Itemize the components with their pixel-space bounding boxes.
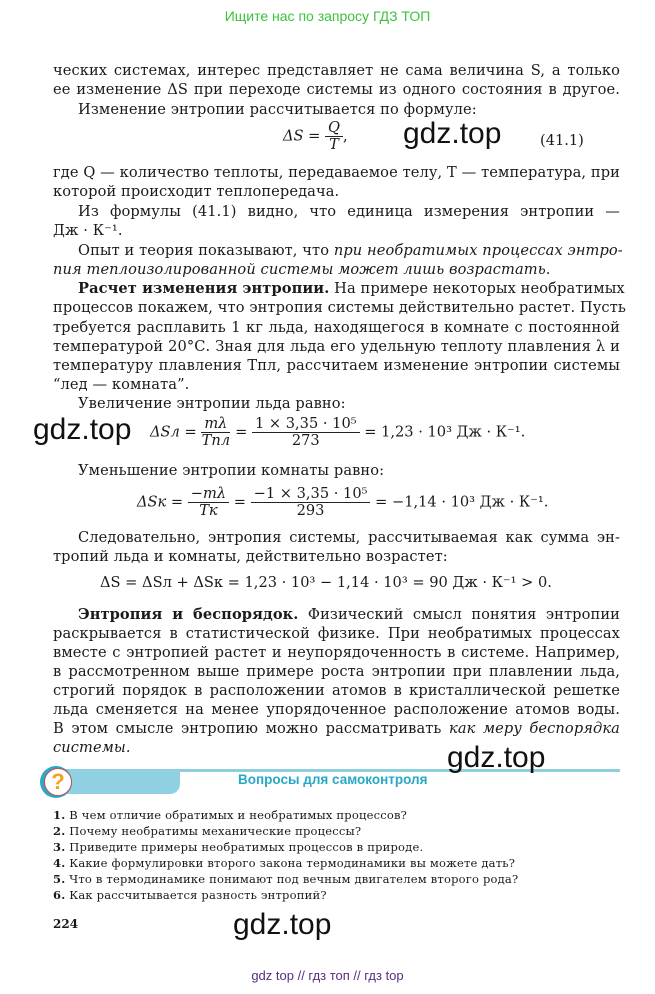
question-item: 6. Как рассчитывается разность энтропий?: [53, 888, 327, 902]
question-mark-icon: ?: [44, 768, 72, 796]
page-number: 224: [53, 917, 79, 931]
disorder-section-first-line: Энтропия и беспорядок. Физический смысл понятия энтропии: [78, 606, 620, 623]
calc-section-first-line: Расчет изменения энтропии. На примере некоторых необратимых: [78, 280, 625, 297]
unit-line-2: Дж · К⁻¹.: [53, 222, 123, 239]
disorder-line: льда сменяется на менее упорядоченное расположение атомов воды.: [53, 701, 620, 718]
sum-entropy-formula: ΔS = ΔSл + ΔSк = 1,23 · 10³ − 1,14 · 10³ = 90 Дж · К⁻¹ > 0.: [100, 574, 552, 591]
watermark: gdz.top: [447, 741, 546, 774]
calc-line: температурой 20°С. Зная для льда его удельную теплоту плавления λ и: [53, 338, 620, 355]
calc-line: “лед — комната”.: [53, 376, 190, 393]
disorder-final: системы.: [53, 739, 131, 756]
question-item: 1. В чем отличие обратимых и необратимых процессов?: [53, 808, 408, 822]
calc-line: процессов покажем, что энтропия системы действительно растет. Пусть: [53, 299, 626, 316]
disorder-line-last: В этом смысле энтропию можно рассматривать как меру беспорядка: [53, 720, 620, 737]
room-entropy-formula: ΔSк = $\frac{-m\lambda}{Tк}$ = $\frac{\text{−1 × 3,35 · 10⁵}}{293}$ = −1,14 · 10³ Дж · К⁻¹.: [137, 485, 549, 519]
where-line-2: которой происходит теплопередача.: [53, 183, 340, 200]
unit-line-1: Из формулы (41.1) видно, что единица измерения энтропии —: [78, 203, 620, 220]
disorder-line: раскрывается в статистической физике. При необратимых процессах: [53, 625, 620, 642]
experience-line-1: Опыт и теория показывают, что при необратимых процессах энтро-: [78, 242, 623, 259]
disorder-line: вместе с энтропией растет и неупорядоченность в системе. Например,: [53, 644, 620, 661]
footer-links[interactable]: gdz top // гдз топ // гдз top: [251, 968, 404, 983]
room-intro: Уменьшение энтропии комнаты равно:: [78, 462, 385, 479]
watermark: gdz.top: [33, 413, 132, 446]
experience-line-2: пия теплоизолированной системы может лишь возрастать.: [53, 261, 551, 278]
section-heading: Энтропия и беспорядок.: [78, 606, 299, 623]
question-item: 5. Что в термодинамике понимают под вечным двигателем второго рода?: [53, 872, 519, 886]
sum-line-1: Следовательно, энтропия системы, рассчитываемая как сумма эн-: [78, 529, 620, 546]
disorder-line: в рассмотренном выше примере роста энтропии при плавлении льда,: [53, 663, 620, 680]
section-heading: Расчет изменения энтропии.: [78, 280, 330, 297]
ice-intro: Увеличение энтропии льда равно:: [78, 395, 346, 412]
question-item: 4. Какие формулировки второго закона термодинамики вы можете дать?: [53, 856, 516, 870]
intro-line-2: ее изменение ΔS при переходе системы из одного состояния в другое.: [53, 81, 620, 98]
disorder-line: строгий порядок в расположении атомов в кристаллической решетке: [53, 682, 620, 699]
calc-line: требуется расплавить 1 кг льда, находящегося в комнате с постоянной: [53, 319, 620, 336]
sum-line-2: тропий льда и комнаты, действительно возрастет:: [53, 548, 448, 565]
calc-line: температуру плавления Tпл, рассчитаем изменение энтропии системы: [53, 357, 620, 374]
where-line-1: где Q — количество теплоты, передаваемое телу, T — температура, при: [53, 164, 620, 181]
question-item: 3. Приведите примеры необратимых процессов в природе.: [53, 840, 424, 854]
questions-title: Вопросы для самоконтроля: [238, 772, 428, 787]
formula-number: (41.1): [540, 132, 584, 149]
watermark: gdz.top: [233, 908, 332, 941]
formula-intro: Изменение энтропии рассчитывается по формуле:: [78, 101, 477, 118]
ice-entropy-formula: ΔSл = $\frac{m\lambda}{\text{Tпл}}$ = $\frac{\text{1 × 3,35 · 10⁵}}{273}$ = 1,23 · 10³ Дж · К⁻¹.: [150, 415, 526, 449]
watermark: gdz.top: [403, 117, 502, 150]
search-banner: Ищите нас по запросу ГДЗ ТОП: [224, 8, 431, 24]
intro-line-1: ческих системах, интерес представляет не сама величина S, а только: [53, 62, 620, 79]
question-item: 2. Почему необратимы механические процессы?: [53, 824, 362, 838]
formula-41-1: ΔS = $\frac{Q}{T}$ ,: [283, 119, 348, 153]
